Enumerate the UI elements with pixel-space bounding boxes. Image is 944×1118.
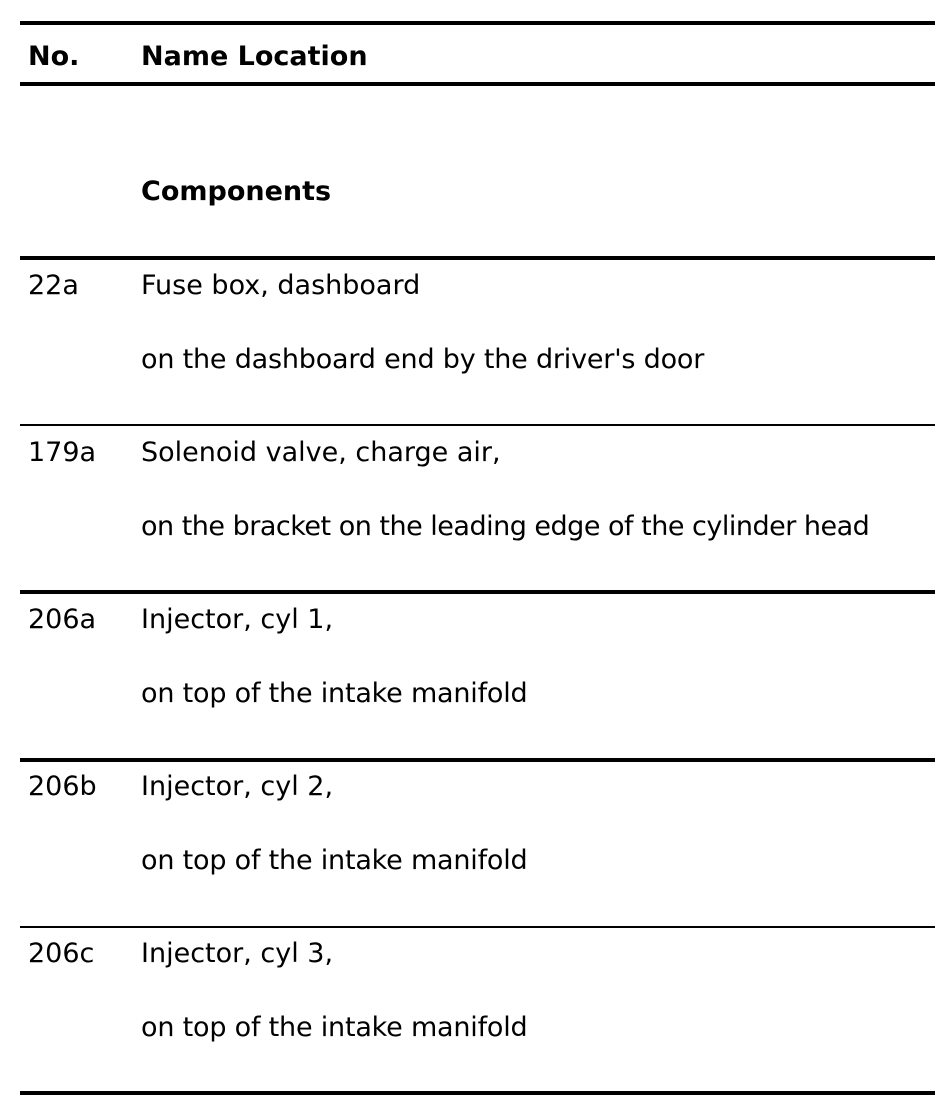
row-divider	[20, 424, 935, 426]
row-name: Solenoid valve, charge air,	[141, 437, 501, 468]
row-name: Fuse box, dashboard	[141, 270, 421, 301]
table-top-rule	[20, 21, 935, 25]
row-number: 206b	[28, 771, 97, 802]
section-title: Components	[141, 176, 332, 207]
row-name: Injector, cyl 2,	[141, 771, 334, 802]
row-divider	[20, 590, 935, 594]
row-divider	[20, 926, 935, 928]
row-location: on top of the intake manifold	[141, 678, 528, 709]
row-divider	[20, 758, 935, 762]
row-location: on the bracket on the leading edge of the cylinder head	[141, 511, 870, 542]
row-number: 179a	[28, 437, 97, 468]
row-name: Injector, cyl 1,	[141, 604, 334, 635]
section-bottom-rule	[20, 256, 935, 260]
row-number: 206c	[28, 938, 95, 969]
column-header-no: No.	[28, 41, 80, 72]
row-location: on the dashboard end by the driver's door	[141, 344, 705, 375]
header-bottom-rule	[20, 82, 935, 86]
row-number: 22a	[28, 270, 79, 301]
row-name: Injector, cyl 3,	[141, 938, 334, 969]
column-header-name-location: Name Location	[141, 41, 368, 72]
row-location: on top of the intake manifold	[141, 1012, 528, 1043]
table-bottom-rule	[20, 1091, 935, 1095]
row-number: 206a	[28, 604, 97, 635]
row-location: on top of the intake manifold	[141, 845, 528, 876]
